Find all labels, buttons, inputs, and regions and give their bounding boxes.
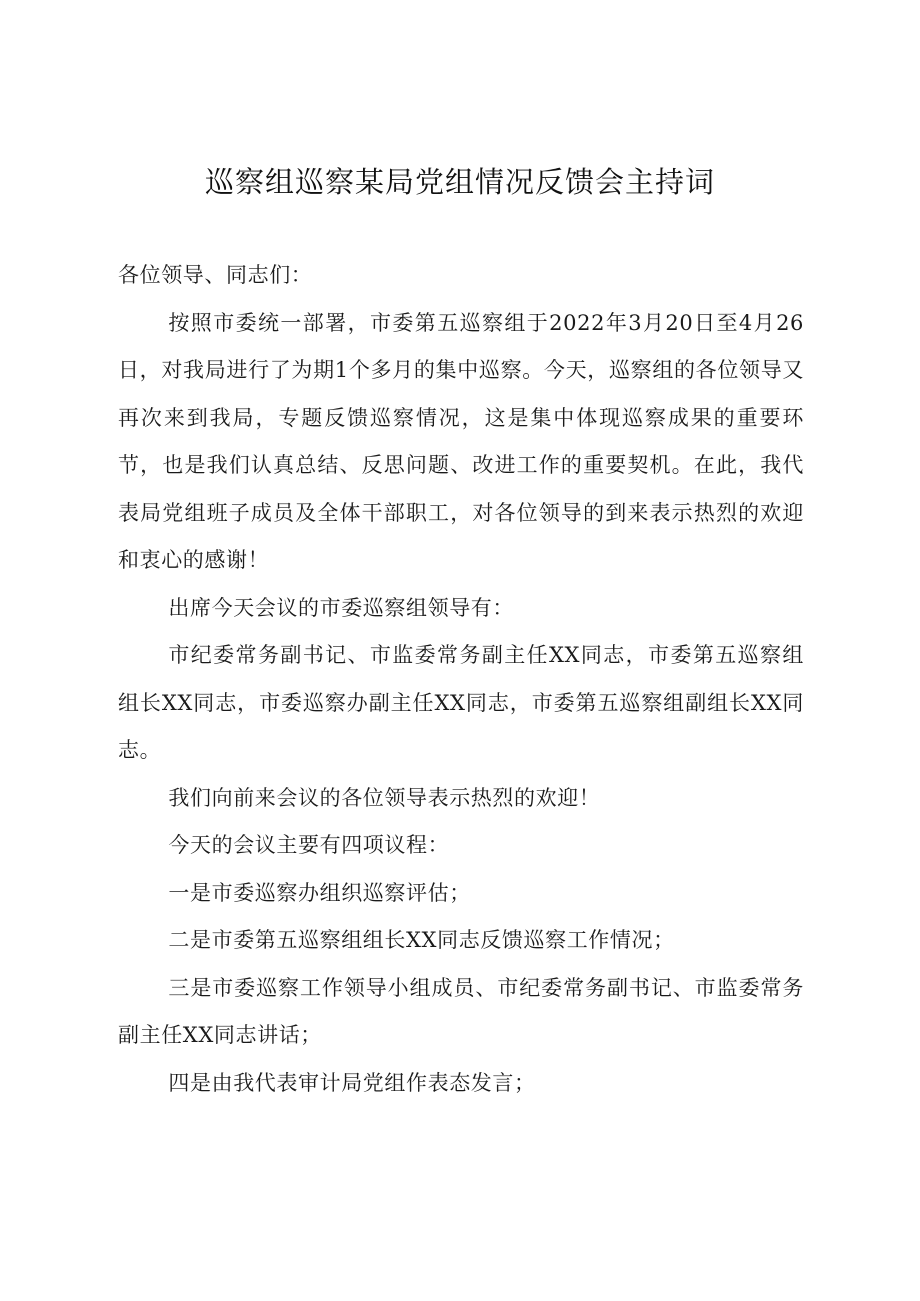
agenda-item-1: 一是市委巡察办组织巡察评估； (168, 880, 471, 905)
agenda-item-2: 二是市委第五巡察组组长XX同志反馈巡察工作情况； (168, 928, 675, 952)
document-title: 巡察组巡察某局党组情况反馈会主持词 (204, 165, 715, 199)
document-body (118, 252, 804, 1107)
welcome-paragraph: 我们向前来会议的各位领导表示热烈的欢迎！ (168, 785, 601, 810)
salutation-paragraph: 各位领导、同志们： (118, 263, 313, 287)
attendees-list-paragraph: 市纪委常务副书记、市监委常务副主任XX同志，市委第五巡察组组长XX同志，市委巡察办副主任XX同志，市委第五巡察组副组长XX同志。 (118, 643, 804, 762)
attendees-intro-paragraph: 出席今天会议的市委巡察组领导有： (168, 595, 514, 620)
agenda-item-3: 三是市委巡察工作领导小组成员、市纪委常务副书记、市监委常务副主任XX同志讲话； (118, 975, 804, 1047)
intro-paragraph: 按照市委统一部署，市委第五巡察组于2022年3月20日至4月26日，对我局进行了为期1个多月的集中巡察。今天，巡察组的各位领导又再次来到我局，专题反馈巡察情况，这是集中体现巡察成果的重要环节，也是我们认真总结、反思问题、改进工作的重要契机。在此，我代表局党组班子成员及全体干部职工，对各位领导的到来表示热烈的欢迎和衷心的感谢！ (118, 310, 804, 572)
agenda-intro-paragraph: 今天的会议主要有四项议程： (168, 833, 450, 857)
agenda-item-4: 四是由我代表审计局党组作表态发言； (168, 1070, 536, 1095)
